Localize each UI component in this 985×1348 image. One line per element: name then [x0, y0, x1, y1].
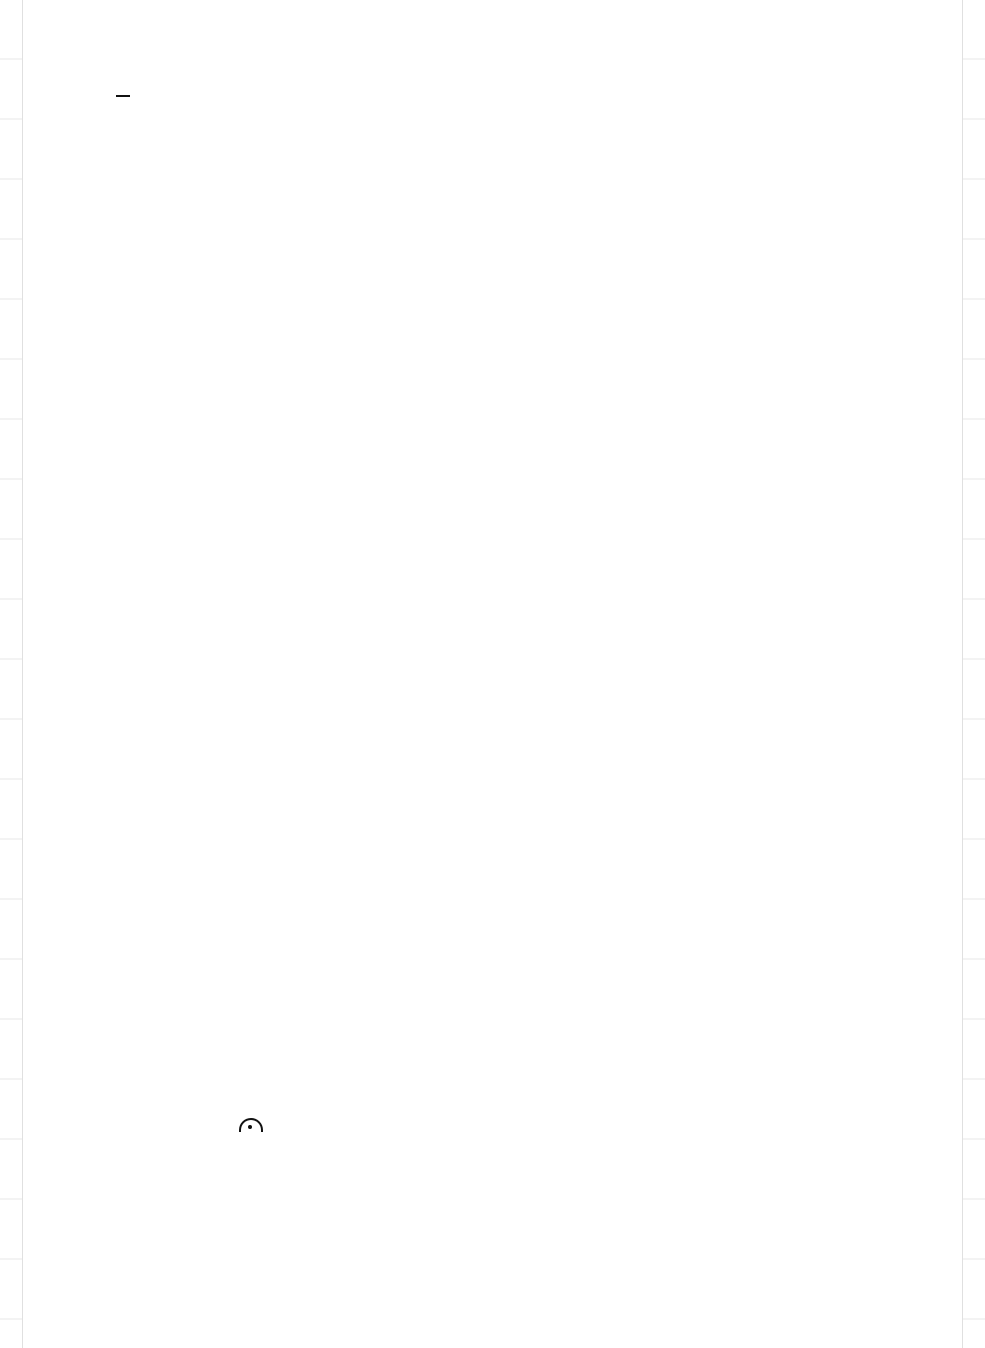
fermata-icon	[239, 1118, 263, 1132]
right-watermark-strip	[962, 0, 985, 1348]
left-watermark-strip	[0, 0, 23, 1348]
time-signature-bar	[116, 95, 130, 97]
time-signature	[116, 94, 130, 98]
